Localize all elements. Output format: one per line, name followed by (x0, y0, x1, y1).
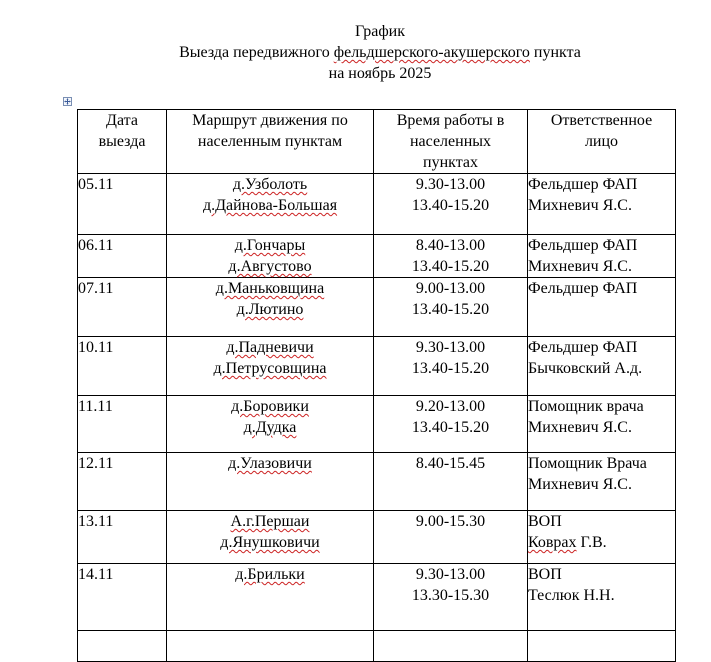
header-date-line-1: Дата (106, 112, 138, 129)
responsible-line: ВОП (528, 513, 562, 530)
date-cell: 07.11 (78, 278, 167, 337)
header-time-line-1: Время работы в (396, 112, 505, 129)
route-line: д.Брильки (235, 566, 305, 583)
table-row (78, 174, 676, 235)
route-line: д.Боровики (231, 398, 309, 415)
time-line: 13.40-15.20 (411, 258, 490, 275)
header-route-line-2: населенным пунктам (197, 133, 343, 150)
time-cell (374, 337, 528, 396)
route-cell (167, 453, 374, 511)
table-row (78, 396, 676, 453)
time-line: 13.40-15.20 (411, 419, 490, 436)
responsible-cell (528, 564, 676, 631)
responsible-cell (528, 278, 676, 337)
header-route-line-1: Маршрут движения по (192, 112, 348, 129)
route-cell (167, 174, 374, 235)
title-line-2-start: Выезда передвижного (179, 44, 334, 61)
header-time-line-2: населенных (409, 133, 492, 150)
route-line: д.Гончары (234, 237, 306, 254)
time-line: 13.40-15.20 (411, 360, 490, 377)
route-line: д.Улазовичи (228, 455, 312, 472)
route-line: д.Падневичи (226, 339, 314, 356)
table-row (78, 453, 676, 511)
table-row (78, 511, 676, 564)
title-line-2-spellcheck-word: фельдшерского-акушерского (333, 44, 530, 61)
header-time-line-3: пунктах (423, 154, 478, 171)
responsible-cell (528, 337, 676, 396)
route-line: д.Дайнова-Большая (202, 197, 338, 214)
route-line: д.Дудка (243, 419, 297, 436)
route-line: А.г.Першаи (230, 513, 310, 530)
time-line: 13.40-15.20 (411, 197, 490, 214)
route-line: д.Янушковичи (220, 534, 320, 551)
time-cell (374, 511, 528, 564)
time-cell (374, 631, 528, 662)
date-cell: 13.11 (78, 511, 167, 564)
responsible-cell (528, 511, 676, 564)
route-cell (167, 396, 374, 453)
table-row (78, 564, 676, 631)
responsible-cell (528, 235, 676, 278)
table-row (78, 235, 676, 278)
document-title (0, 21, 711, 84)
responsible-surname: Коврах (528, 534, 577, 551)
header-route (167, 110, 374, 174)
date-cell: 14.11 (78, 564, 167, 631)
responsible-cell (528, 631, 676, 662)
route-line: д.Маньковщина (215, 280, 325, 297)
responsible-line: Помощник врача (528, 398, 644, 415)
route-cell (167, 631, 374, 662)
time-cell (374, 174, 528, 235)
route-cell (167, 235, 374, 278)
time-line: 9.20-13.00 (415, 398, 486, 415)
table-row (78, 278, 676, 337)
time-line: 9.30-13.00 (415, 339, 486, 356)
header-responsible-line-2: лицо (584, 133, 619, 150)
responsible-line: ВОП (528, 566, 562, 583)
time-line: 8.40-13.00 (415, 237, 486, 254)
table-row (78, 337, 676, 396)
table-row-empty (78, 631, 676, 662)
responsible-cell (528, 174, 676, 235)
time-line: 13.40-15.20 (411, 301, 490, 318)
responsible-line: Коврах Г.В. (528, 534, 607, 551)
time-line: 9.30-13.00 (415, 566, 486, 583)
responsible-line: Михневич Я.С. (528, 197, 632, 214)
route-cell (167, 564, 374, 631)
responsible-line: Михневич Я.С. (528, 258, 632, 275)
header-responsible-line-1: Ответственное (550, 112, 653, 129)
responsible-line: Фельдшер ФАП (528, 280, 638, 297)
time-line: 9.30-13.00 (415, 176, 486, 193)
responsible-line: Фельдшер ФАП (528, 237, 638, 254)
route-line: д.Лютино (236, 301, 304, 318)
table-header-row (78, 110, 676, 174)
date-cell: 11.11 (78, 396, 167, 453)
date-cell: 10.11 (78, 337, 167, 396)
title-line-3: на ноябрь 2025 (328, 65, 432, 82)
responsible-cell (528, 396, 676, 453)
schedule-table (77, 109, 676, 662)
time-line: 13.30-15.30 (411, 587, 490, 604)
responsible-line: Помощник Врача (528, 455, 647, 472)
route-cell (167, 511, 374, 564)
table-move-handle-icon[interactable] (63, 97, 72, 106)
header-date-line-2: выезда (98, 133, 146, 150)
date-cell: 12.11 (78, 453, 167, 511)
responsible-line: Михневич Я.С. (528, 419, 632, 436)
title-line-1: График (354, 23, 406, 40)
time-line: 9.00-15.30 (415, 513, 486, 530)
time-cell (374, 564, 528, 631)
responsible-line: Теслюк Н.Н. (528, 587, 615, 604)
route-line: д.Петрусовщина (213, 360, 327, 377)
header-time (374, 110, 528, 174)
time-line: 8.40-15.45 (415, 455, 486, 472)
route-cell (167, 278, 374, 337)
time-cell (374, 396, 528, 453)
responsible-line: Бычковский А.д. (528, 360, 643, 377)
header-date (78, 110, 167, 174)
title-line-2-end: пункта (529, 44, 581, 61)
header-responsible (528, 110, 676, 174)
responsible-line: Фельдшер ФАП (528, 176, 638, 193)
route-line: д.Августово (228, 258, 312, 275)
time-cell (374, 453, 528, 511)
responsible-cell (528, 453, 676, 511)
time-cell (374, 278, 528, 337)
time-line: 9.00-13.00 (415, 280, 486, 297)
title-line-2 (0, 42, 711, 63)
date-cell: 05.11 (78, 174, 167, 235)
responsible-line: Фельдшер ФАП (528, 339, 638, 356)
route-cell (167, 337, 374, 396)
date-cell: 06.11 (78, 235, 167, 278)
time-cell (374, 235, 528, 278)
route-line: д.Узболоть (232, 176, 308, 193)
date-cell (78, 631, 167, 662)
responsible-line: Михневич Я.С. (528, 476, 632, 493)
